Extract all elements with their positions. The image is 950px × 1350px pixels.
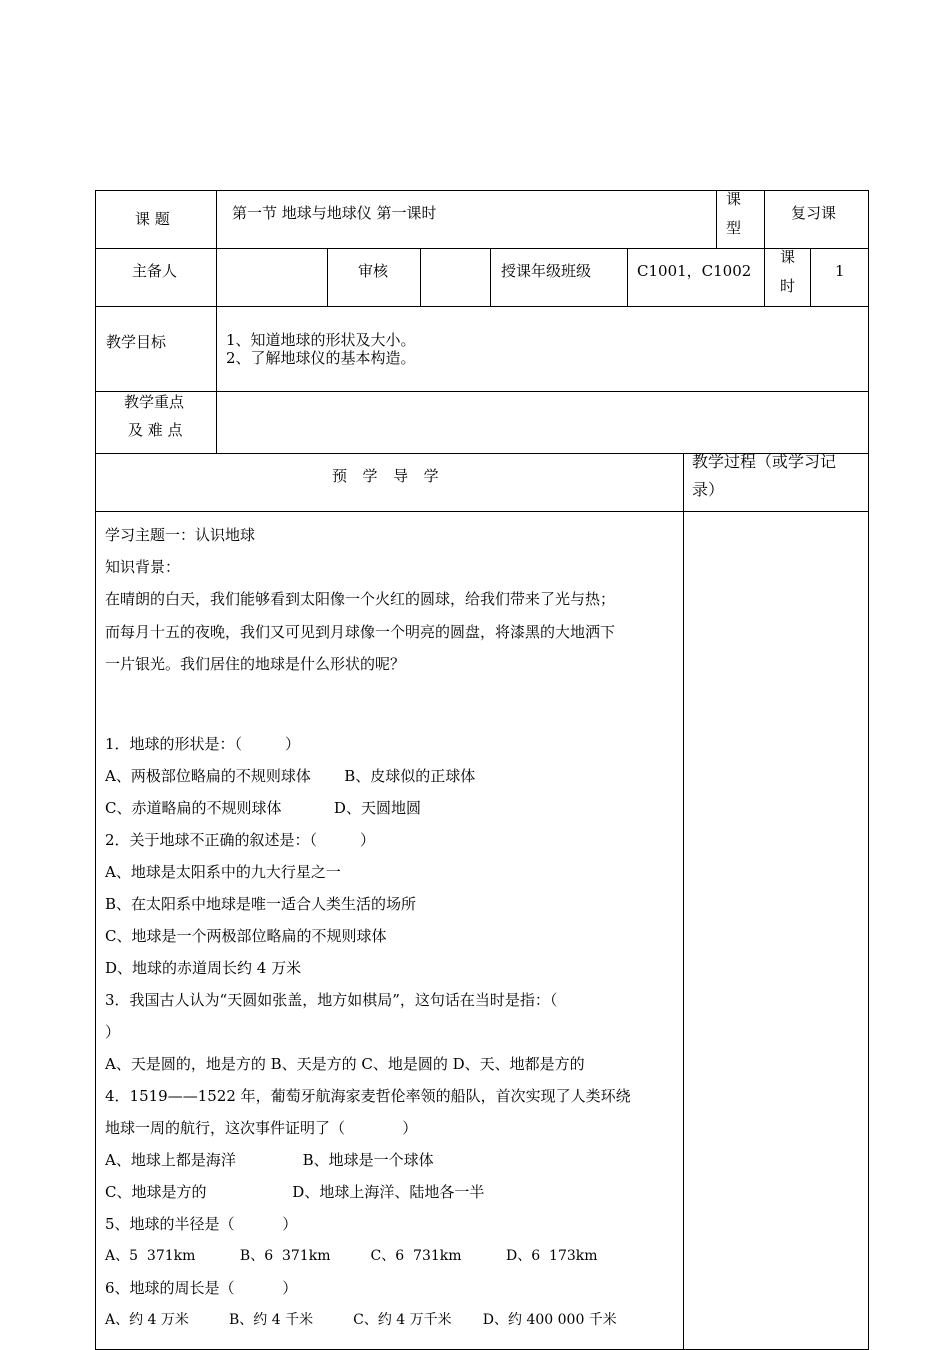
- content-line: 而每月十五的夜晚，我们又可见到月球像一个明亮的圆盘，将漆黑的大地洒下: [105, 623, 616, 641]
- content-line: A、天是圆的，地是方的 B、天是方的 C、地是圆的 D、天、地都是方的: [105, 1055, 585, 1073]
- col-divider: [683, 453, 684, 1350]
- keypoints-label-1: 教学重点: [124, 393, 185, 411]
- content-line: 学习主题一：认识地球: [105, 526, 256, 544]
- col-divider: [627, 248, 628, 306]
- content-line: 4．1519——1522 年，葡萄牙航海家麦哲伦率领的船队，首次实现了人类环绕: [105, 1087, 631, 1105]
- content-line: 知识背景：: [105, 558, 181, 576]
- col-divider: [810, 248, 811, 306]
- content-line: C、赤道略扁的不规则球体 D、天圆地圆: [105, 799, 421, 817]
- row-divider: [95, 306, 869, 307]
- grade-label: 授课年级班级: [501, 262, 592, 280]
- hours-label-1: 课: [780, 248, 796, 266]
- col-divider: [490, 248, 491, 306]
- section-right-title-1: 教学过程（或学习记: [692, 452, 837, 471]
- col-divider: [420, 248, 421, 306]
- content-line: 1．地球的形状是：（ ）: [105, 735, 300, 753]
- section-left-title: 预 学 导 学: [332, 467, 441, 485]
- content-line: 在晴朗的白天，我们能够看到太阳像一个火红的圆球，给我们带来了光与热；: [105, 590, 616, 608]
- content-line: 5、地球的半径是（ ）: [105, 1215, 298, 1233]
- row-divider: [95, 248, 869, 249]
- objectives-label: 教学目标: [106, 333, 167, 351]
- content-line: A、两极部位略扁的不规则球体 B、皮球似的正球体: [105, 767, 476, 785]
- topic-value: 第一节 地球与地球仪 第一课时: [232, 204, 437, 222]
- content-line: ）: [105, 1023, 121, 1041]
- lesson-type-label-1: 课: [726, 190, 742, 208]
- topic-label: 课 题: [135, 210, 170, 228]
- section-right-title-2: 录）: [692, 480, 725, 499]
- keypoints-label-2: 及 难 点: [128, 421, 183, 439]
- lesson-type-value: 复习课: [791, 204, 837, 222]
- content-line: C、地球是一个两极部位略扁的不规则球体: [105, 927, 387, 945]
- content-line: 地球一周的航行，这次事件证明了（ ）: [105, 1119, 418, 1137]
- lesson-type-label-2: 型: [726, 219, 742, 237]
- content-line: 2．关于地球不正确的叙述是：（ ）: [105, 831, 375, 849]
- hours-value: 1: [835, 262, 845, 280]
- hours-label-2: 时: [780, 277, 796, 295]
- row-divider: [95, 511, 869, 512]
- reviewer-label: 审核: [358, 262, 389, 280]
- content-line: A、5 371km B、6 371km C、6 731km D、6 173km: [105, 1248, 598, 1264]
- content-line: B、在太阳系中地球是唯一适合人类生活的场所: [105, 895, 417, 913]
- grade-value: C1001，C1002: [637, 262, 752, 280]
- col-divider: [764, 190, 765, 306]
- content-line: A、地球是太阳系中的九大行星之一: [105, 863, 341, 881]
- preparer-label: 主备人: [132, 262, 178, 280]
- content-line: 6、地球的周长是（ ）: [105, 1279, 298, 1297]
- col-divider: [716, 190, 717, 248]
- row-divider: [95, 391, 869, 392]
- col-divider: [216, 190, 217, 453]
- content-line: A、地球上都是海洋 B、地球是一个球体: [105, 1151, 434, 1169]
- content-line: A、约 4 万米 B、约 4 千米 C、约 4 万千米 D、约 400 000 千米: [105, 1312, 617, 1328]
- col-divider: [327, 248, 328, 306]
- content-line: 一片银光。我们居住的地球是什么形状的呢？: [105, 655, 406, 673]
- content-line: D、地球的赤道周长约 4 万米: [105, 959, 302, 977]
- objective-item: 1、知道地球的形状及大小。: [226, 331, 416, 349]
- content-line: 3．我国古人认为“天圆如张盖，地方如棋局”，这句话在当时是指：（: [105, 991, 558, 1009]
- objective-item: 2、了解地球仪的基本构造。: [226, 349, 416, 367]
- content-line: C、地球是方的 D、地球上海洋、陆地各一半: [105, 1183, 485, 1201]
